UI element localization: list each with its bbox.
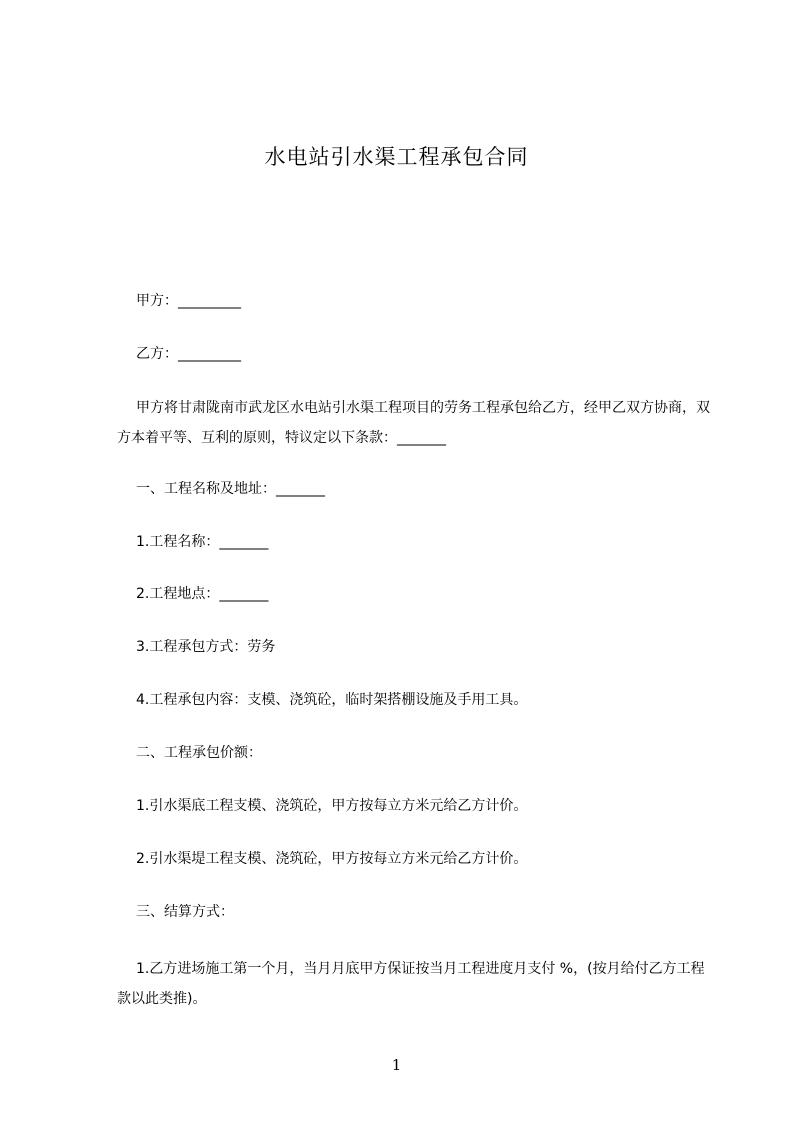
document-title: 水电站引水渠工程承包合同 [264,145,529,169]
intro-paragraph [117,393,717,453]
section2-item-2: 2.引水渠堤工程支模、浇筑砼，甲方按每立方米元给乙方计价。 [136,851,528,867]
party-a-line: 甲方：_________ [136,293,241,309]
section1-item-4: 4.工程承包内容：支模、浇筑砼，临时架搭棚设施及手用工具。 [136,692,528,708]
section2-item-1: 1.引水渠底工程支模、浇筑砼，甲方按每立方米元给乙方计价。 [136,798,528,814]
section3-item-1 [117,954,717,1014]
section2-heading: 二、工程承包价额： [136,745,262,761]
section1-item-3: 3.工程承包方式：劳务 [136,639,276,655]
party-b-line: 乙方：_________ [136,346,241,362]
section1-heading: 一、工程名称及地址：_______ [136,481,325,497]
section3-item-1-text: 1.乙方进场施工第一个月，当月月底甲方保证按当月工程进度月支付 %，(按月给付乙方工程款以此类推)。 [117,961,705,1007]
section3-heading: 三、结算方式： [136,904,234,920]
intro-text: 甲方将甘肃陇南市武龙区水电站引水渠工程项目的劳务工程承包给乙方，经甲乙双方协商，双方本着平等、互利的原则，特议定以下条款：_______ [117,400,710,446]
section1-item-2: 2.工程地点：_______ [136,586,269,602]
page-number: 1 [391,1056,402,1074]
section1-item-1: 1.工程名称：_______ [136,534,269,550]
